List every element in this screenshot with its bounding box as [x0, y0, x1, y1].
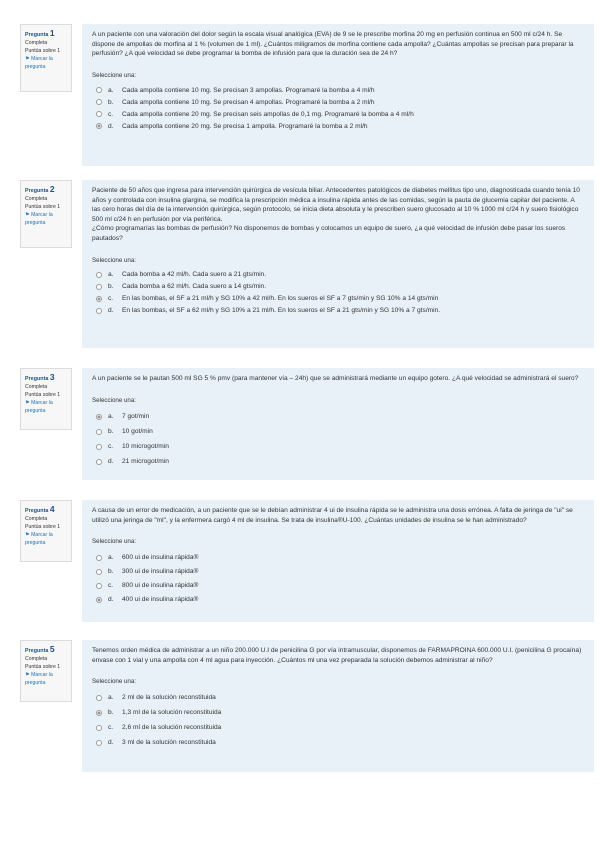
question-content — [82, 24, 594, 166]
radio-button[interactable] — [96, 87, 102, 93]
answer-option[interactable]: a. 2 ml de la solución reconstituida — [92, 691, 584, 706]
radio-button[interactable] — [96, 725, 102, 731]
flag-question-link[interactable]: ⚑ Marcar la pregunta — [25, 672, 53, 686]
answer-option[interactable]: a. Cada ampolla contiene 10 mg. Se precisan 3 ampollas. Programaré la bomba a 4 ml/h — [92, 84, 584, 96]
flag-icon: ⚑ — [25, 672, 30, 678]
answer-option[interactable]: c. 10 microgot/min — [92, 439, 584, 454]
radio-button[interactable] — [96, 284, 102, 290]
question-status: Completa — [25, 196, 48, 202]
radio-button-selected[interactable] — [96, 296, 102, 302]
answer-option[interactable]: c. 800 ui de insulina rápida® — [92, 579, 584, 593]
question-text-2: ¿Cómo programarías las bombas de perfusión? No disponemos de bombas y colocamos un equipo de suero, ¿a qué velocidad de infusión debe pasar los sueros pautados? — [92, 225, 566, 242]
radio-button[interactable] — [96, 740, 102, 746]
question-content — [82, 180, 594, 348]
flag-question-link[interactable]: ⚑ Marcar la pregunta — [25, 400, 53, 414]
radio-button[interactable] — [96, 111, 102, 117]
flag-question-link[interactable]: ⚑ Marcar la pregunta — [25, 56, 53, 70]
question-status: Completa — [25, 516, 48, 522]
radio-button[interactable] — [96, 308, 102, 314]
answer-option[interactable]: a. 600 ui de insulina rápida® — [92, 551, 584, 565]
radio-button-selected[interactable] — [96, 123, 102, 129]
answer-option[interactable]: c. 2,6 ml de la solución reconstituida — [92, 721, 584, 736]
radio-button[interactable] — [96, 429, 102, 435]
select-label: Seleccione una: — [92, 678, 137, 686]
answer-option[interactable]: b. 10 got/min — [92, 424, 584, 439]
question-title: Pregunta 5 — [25, 644, 55, 654]
select-label: Seleccione una: — [92, 256, 137, 264]
answer-option[interactable]: b. Cada ampolla contiene 10 mg. Se precisan 4 ampollas. Programaré la bomba a 2 ml/h — [92, 96, 584, 108]
select-label: Seleccione una: — [92, 538, 137, 546]
question-points: Puntúa sobre 1 — [25, 664, 61, 670]
radio-button[interactable] — [96, 583, 102, 589]
answer-option[interactable]: c. En las bombas, el SF a 21 ml/h y SG 10% a 42 ml/h. En los sueros el SF a 7 gts/min y SG 10% a 14 gts/min — [92, 293, 584, 305]
question-title: Pregunta 4 — [25, 504, 55, 514]
question-title: Pregunta 2 — [25, 184, 55, 194]
radio-button[interactable] — [96, 569, 102, 575]
question-content — [82, 500, 594, 622]
question-text: Tenemos orden médica de administrar a un niño 200.000 U.I de penicilina G por vía intramuscular, disponemos de FARMAPROINA 600.000 U.I. (penicilina G procaína) envase con 1 vial y una ampolla con 4 ml agua para inyección. ¿Cuántos ml una vez preparada la solución debemos administrar al niño? — [92, 647, 582, 664]
question-text: A un paciente con una valoración del dolor según la escala visual analógica (EVA) de 9 se le prescribe morfina 20 mg en perfusión continua en 500 ml c/24 h. Se dispone de ampollas de morfina al 1 % (volumen de 1 ml). ¿Cuántos miligramos de morfina contiene cada ampolla? ¿Cuántas ampollas se precisan para preparar la perfusión? ¿A qué velocidad se debe programar la bomba de infusión para que la duración sea de 24 h? — [92, 31, 574, 58]
question-points: Puntúa sobre 1 — [25, 392, 61, 398]
answer-option[interactable]: b. Cada bomba a 62 ml/h. Cada suero a 14 gts/min. — [92, 281, 584, 293]
answer-option[interactable]: d. Cada ampolla contiene 20 mg. Se precisa 1 ampolla. Programaré la bomba a 2 ml/h — [92, 120, 584, 132]
answer-option[interactable]: d. 21 microgot/min — [92, 454, 584, 469]
radio-button[interactable] — [96, 272, 102, 278]
flag-icon: ⚑ — [25, 532, 30, 538]
radio-button[interactable] — [96, 444, 102, 450]
question-content — [82, 640, 594, 772]
flag-question-link[interactable]: ⚑ Marcar la pregunta — [25, 532, 53, 546]
radio-button-selected[interactable] — [96, 414, 102, 420]
answer-option[interactable]: b. 300 ui de insulina rápida® — [92, 565, 584, 579]
flag-icon: ⚑ — [25, 212, 30, 218]
question-status: Completa — [25, 384, 48, 390]
question-status: Completa — [25, 656, 48, 662]
select-label: Seleccione una: — [92, 396, 137, 404]
answer-option[interactable]: a. Cada bomba a 42 ml/h. Cada suero a 21 gts/min. — [92, 269, 584, 281]
radio-button-selected[interactable] — [96, 597, 102, 603]
question-text: A causa de un error de medicación, a un paciente que se le debían administrar 4 ui de insulina rápida se le administra una dosis errónea. A falta de jeringa de "ui" se utilizó una jeringa de "ml", y la enfermera cargó 4 ml de insulina. Se trata de insulina®U-100. ¿Cuántas unidades de insulina se le han administrado? — [92, 507, 573, 524]
answer-option[interactable]: c. Cada ampolla contiene 20 mg. Se precisan seis ampollas de 0,1 mg. Programaré la bomba a 4 ml/h — [92, 108, 584, 120]
question-status: Completa — [25, 40, 48, 46]
flag-icon: ⚑ — [25, 400, 30, 406]
question-points: Puntúa sobre 1 — [25, 204, 61, 210]
question-title: Pregunta 1 — [25, 28, 55, 38]
radio-button[interactable] — [96, 459, 102, 465]
radio-button[interactable] — [96, 99, 102, 105]
radio-button[interactable] — [96, 695, 102, 701]
answer-option[interactable]: d. 400 ui de insulina rápida® — [92, 593, 584, 607]
radio-button-selected[interactable] — [96, 710, 102, 716]
question-info — [20, 24, 72, 92]
question-points: Puntúa sobre 1 — [25, 524, 61, 530]
question-title: Pregunta 3 — [25, 372, 55, 382]
answer-option[interactable]: a. 7 got/min — [92, 409, 584, 424]
question-text: A un paciente se le pautan 500 ml SG 5 % pmv (para mantener vía – 24h) que se administrará mediante un equipo gotero. ¿A qué velocidad se administrará el suero? — [92, 375, 579, 382]
question-info — [20, 368, 72, 430]
answer-option[interactable]: b. 1,3 ml de la solución reconstituida — [92, 706, 584, 721]
question-points: Puntúa sobre 1 — [25, 48, 61, 54]
radio-button[interactable] — [96, 555, 102, 561]
question-info — [20, 500, 72, 562]
answer-option[interactable]: d. 3 ml de la solución reconstituida — [92, 736, 584, 751]
flag-icon: ⚑ — [25, 56, 30, 62]
question-info — [20, 180, 72, 248]
question-text: Paciente de 50 años que ingresa para intervención quirúrgica de vesícula biliar. Antecedentes patológicos de diabetes mellitus tipo uno, diagnosticada cuando tenía 10 años y controlada con insulina glargina, se modifica la prescripción médica a insulina rápida antes de las comidas, según la pauta de glucemia capilar del paciente. A las cero horas del día de la intervención quirúrgica, según protocolo, se inicia dieta absoluta y le prescriben suero glucosado al 10 % 1000 ml c/24 h y suero fisiológico 500 ml c/24 h en perfusión por vía periférica. — [92, 187, 580, 223]
question-content — [82, 368, 594, 480]
flag-question-link[interactable]: ⚑ Marcar la pregunta — [25, 212, 53, 226]
answer-option[interactable]: d. En las bombas, el SF a 62 ml/h y SG 10% a 21 ml/h. En los sueros el SF a 21 gts/min y SG 10% a 7 gts/min. — [92, 305, 584, 317]
select-label: Seleccione una: — [92, 71, 137, 79]
question-info — [20, 640, 72, 702]
